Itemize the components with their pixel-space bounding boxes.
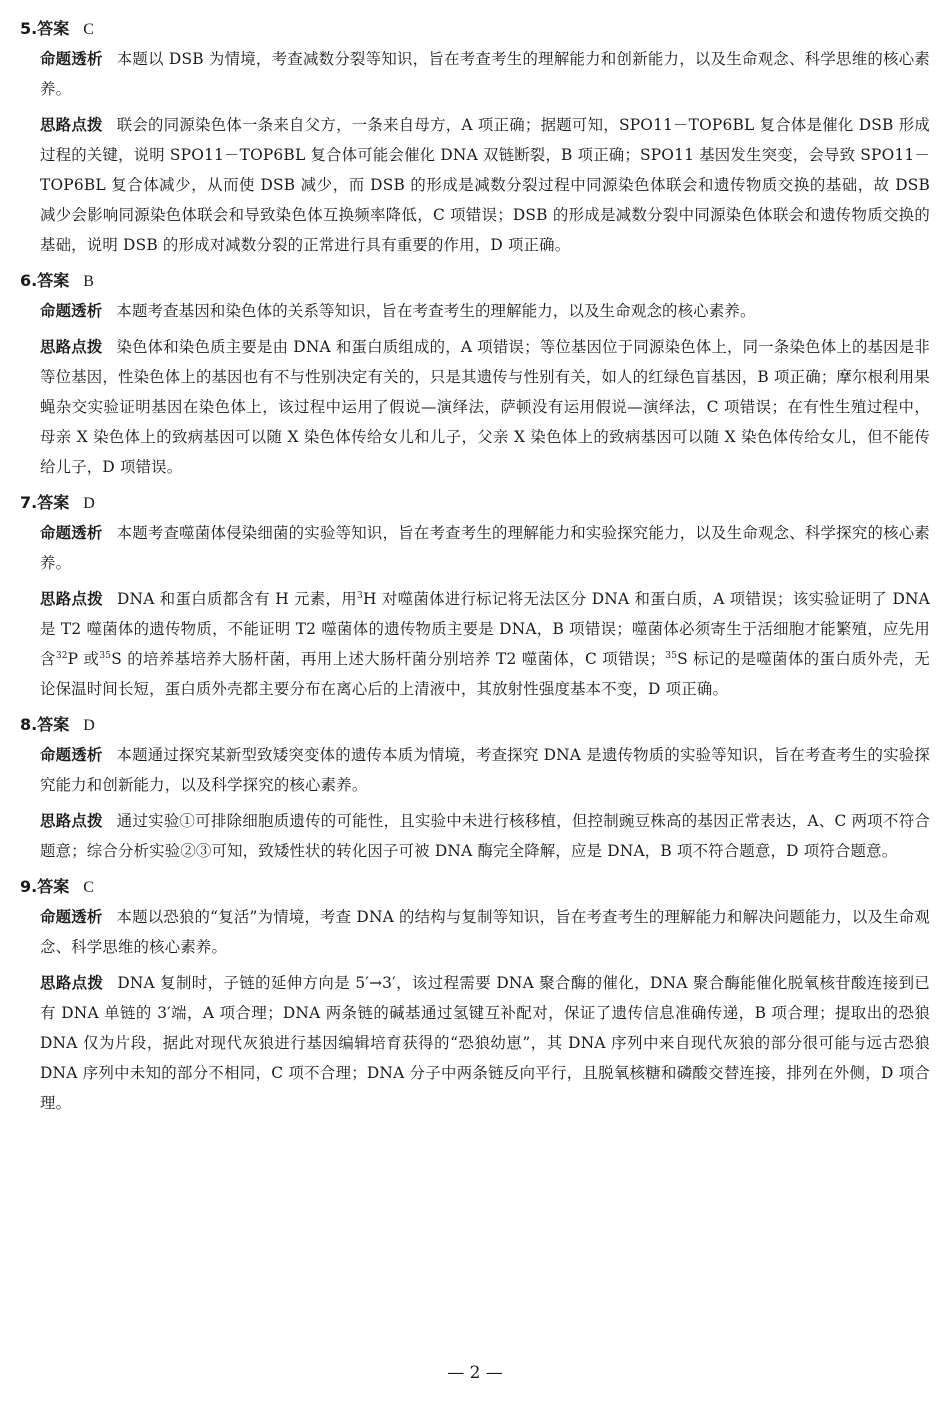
analysis-paragraph — [20, 518, 930, 578]
answer-label: 答案 — [37, 877, 70, 896]
question-number: 5. — [20, 19, 38, 38]
solution-label: 思路点拨 — [40, 338, 103, 356]
analysis-text: 本题考查噬菌体侵染细菌的实验等知识，旨在考查考生的理解能力和实验探究能力，以及生命观念、科学探究的核心素养。 — [40, 524, 930, 572]
analysis-label: 命题透析 — [40, 746, 103, 764]
question-number: 6. — [20, 271, 38, 290]
answer-value: C — [83, 879, 94, 896]
answer-label: 答案 — [37, 715, 70, 734]
question-9 — [20, 872, 930, 1118]
answer-label: 答案 — [37, 493, 70, 512]
answer-label: 答案 — [37, 271, 70, 290]
question-number: 8. — [20, 715, 38, 734]
solution-paragraph — [20, 110, 930, 260]
analysis-paragraph — [20, 44, 930, 104]
analysis-text: 本题考查基因和染色体的关系等知识，旨在考查考生的理解能力，以及生命观念的核心素养。 — [116, 302, 756, 320]
analysis-label: 命题透析 — [40, 302, 103, 320]
solution-label: 思路点拨 — [40, 812, 103, 830]
isotope-superscript: 3 — [357, 591, 363, 601]
question-number: 9. — [20, 877, 38, 896]
isotope-superscript: 35 — [665, 651, 678, 661]
solution-label: 思路点拨 — [40, 116, 103, 134]
solution-text: DNA 复制时，子链的延伸方向是 5′→3′，该过程需要 DNA 聚合酶的催化，DNA 聚合酶能催化脱氧核苷酸连接到已有 DNA 单链的 3′端，A 项合理；DNA 两条链的碱基通过氢键互补配对，保证了遗传信息准确传递，B 项合理；提取出的恐狼 DNA 仅为片段，据此对现代灰狼进行基因编辑培育获得的“恐狼幼崽”，其 DNA 序列中来自现代灰狼的部分很可能与远古恐狼 DNA 序列中未知的部分不相同，C 项不合理；DNA 分子中两条链反向平行，且脱氧核糖和磷酸交替连接，排列在外侧，D 项合理。 — [40, 974, 930, 1112]
analysis-label: 命题透析 — [40, 50, 103, 68]
analysis-text: 本题通过探究某新型致矮突变体的遗传本质为情境，考查探究 DNA 是遗传物质的实验等知识，旨在考查考生的实验探究能力和创新能力，以及科学探究的核心素养。 — [40, 746, 930, 794]
solution-paragraph — [20, 584, 930, 704]
question-6 — [20, 266, 930, 482]
isotope-superscript: 35 — [99, 651, 112, 661]
answer-line — [20, 710, 930, 740]
solution-text-part: P 或 — [67, 650, 100, 668]
analysis-paragraph — [20, 902, 930, 962]
solution-text: 联会的同源染色体一条来自父方，一条来自母方，A 项正确；据题可知，SPO11－TOP6BL 复合体是催化 DSB 形成过程的关键，说明 SPO11－TOP6BL 复合体可能会催化 DNA 双链断裂，B 项正确；SPO11 基因发生突变，会导致 SPO11－TOP6BL 复合体减少，从而使 DSB 减少，而 DSB 的形成是减数分裂过程中同源染色体联会和遗传物质交换的基础，故 DSB 减少会影响同源染色体联会和导致染色体互换频率降低，C 项错误；DSB 的形成是减数分裂中同源染色体联会和遗传物质交换的基础，说明 DSB 的形成对减数分裂的正常进行具有重要的作用，D 项正确。 — [40, 116, 930, 254]
solution-label: 思路点拨 — [40, 974, 104, 992]
isotope-superscript: 32 — [55, 651, 68, 661]
answer-line — [20, 14, 930, 44]
answer-value: B — [83, 273, 94, 290]
solution-label: 思路点拨 — [40, 590, 103, 608]
analysis-text: 本题以 DSB 为情境，考查减数分裂等知识，旨在考查考生的理解能力和创新能力，以及生命观念、科学思维的核心素养。 — [40, 50, 930, 98]
answer-label: 答案 — [37, 19, 70, 38]
solution-text: 染色体和染色质主要是由 DNA 和蛋白质组成的，A 项错误；等位基因位于同源染色体上，同一条染色体上的基因是非等位基因，性染色体上的基因也有不与性别决定有关的，只是其遗传与性别有关，如人的红绿色盲基因，B 项正确；摩尔根利用果蝇杂交实验证明基因在染色体上，该过程中运用了假说—演绎法，萨顿没有运用假说—演绎法，C 项错误；在有性生殖过程中，母亲 X 染色体上的致病基因可以随 X 染色体传给女儿和儿子，父亲 X 染色体上的致病基因可以随 X 染色体传给女儿，但不能传给儿子，D 项错误。 — [40, 338, 930, 476]
solution-paragraph — [20, 968, 930, 1118]
solution-paragraph — [20, 332, 930, 482]
solution-text: 通过实验①可排除细胞质遗传的可能性，且实验中未进行核移植，但控制豌豆株高的基因正常表达，A、C 两项不符合题意；综合分析实验②③可知，致矮性状的转化因子可被 DNA 酶完全降解，应是 DNA，B 项不符合题意，D 项符合题意。 — [40, 812, 930, 860]
question-7 — [20, 488, 930, 704]
solution-text-part: S 标记的是噬菌体的蛋白质外壳，无论保温时间长短，蛋白质外壳都主要分布在离心后的上清液中，其放射性强度基本不变，D 项正确。 — [40, 650, 930, 698]
question-number: 7. — [20, 493, 38, 512]
solution-paragraph — [20, 806, 930, 866]
question-8 — [20, 710, 930, 866]
answer-value: C — [83, 21, 94, 38]
analysis-label: 命题透析 — [40, 524, 103, 542]
analysis-paragraph — [20, 296, 930, 326]
answer-value: D — [83, 717, 95, 734]
page-number: — 2 — — [447, 1363, 503, 1383]
solution-text-part: DNA 和蛋白质都含有 H 元素，用 — [116, 590, 358, 608]
analysis-paragraph — [20, 740, 930, 800]
solution-text-part: S 的培养基培养大肠杆菌，再用上述大肠杆菌分别培养 T2 噬菌体，C 项错误； — [111, 650, 666, 668]
solution-text-part: H 对噬菌体进行标记将无法区分 DNA 和蛋白质，A 项错误；该实验证明了 DNA 是 T2 噬菌体的遗传物质，不能证明 T2 噬菌体的遗传物质主要是 DNA，B 项错误；噬菌体必须寄生于活细胞才能繁殖，应先用含 — [40, 590, 930, 668]
answer-value: D — [83, 495, 95, 512]
answer-line — [20, 488, 930, 518]
analysis-label: 命题透析 — [40, 908, 103, 926]
answer-line — [20, 872, 930, 902]
answer-line — [20, 266, 930, 296]
question-5 — [20, 14, 930, 260]
analysis-text: 本题以恐狼的“复活”为情境，考查 DNA 的结构与复制等知识，旨在考查考生的理解能力和解决问题能力，以及生命观念、科学思维的核心素养。 — [40, 908, 930, 956]
